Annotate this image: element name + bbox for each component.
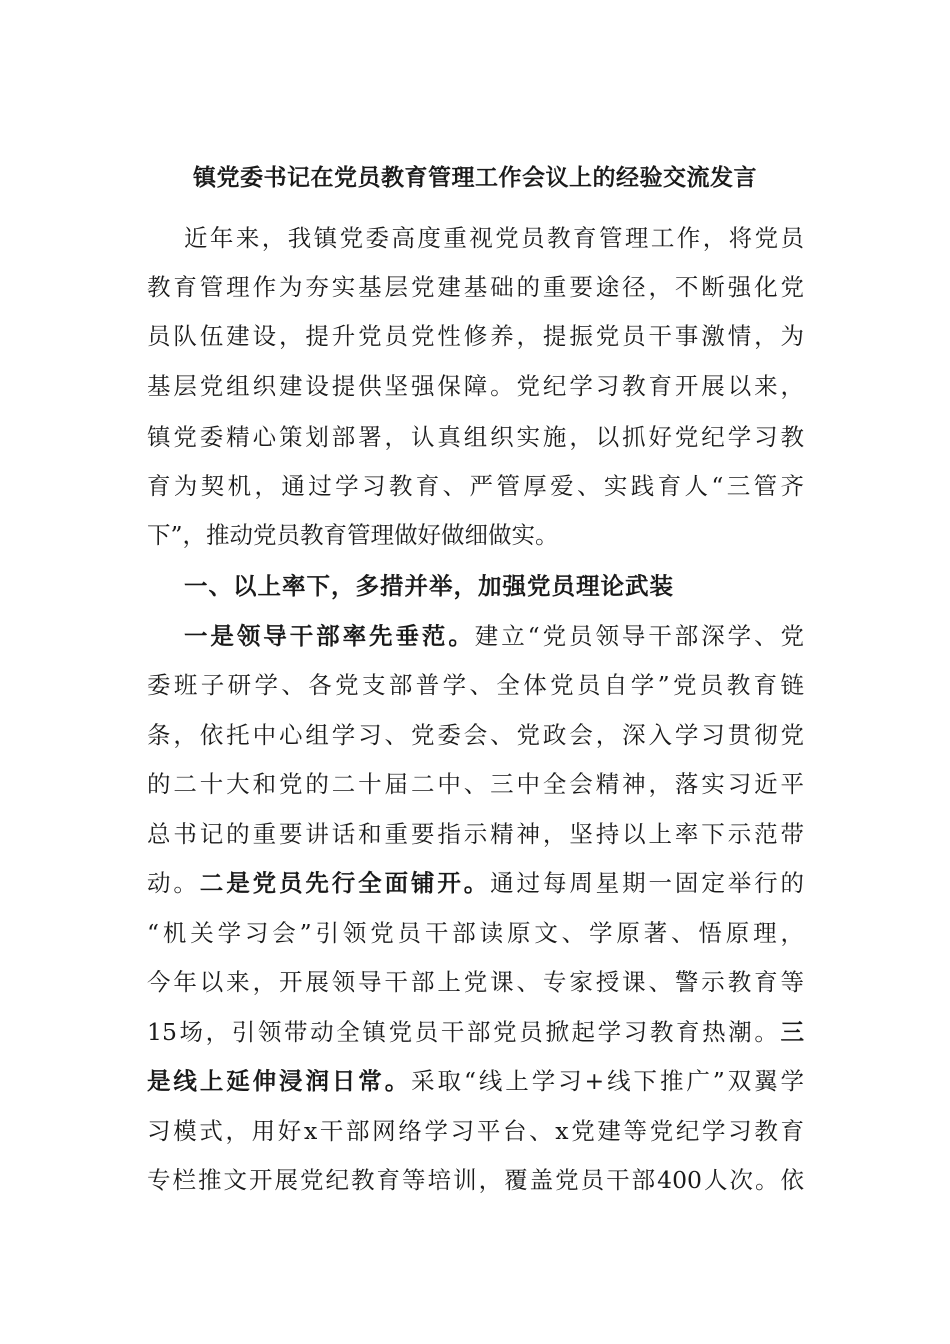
point-two-label: 二是党员先行全面铺开。 bbox=[199, 869, 491, 897]
body-line-10-text: 采取“线上学习+线下推广”双翼学 bbox=[411, 1067, 805, 1095]
body-line-6 bbox=[147, 859, 804, 907]
intro-line-6: 育为契机，通过学习教育、严管厚爱、实践育人“三管齐 bbox=[147, 472, 804, 500]
body-line-6-text: 通过每周星期一固定举行的 bbox=[490, 869, 805, 897]
intro-line-5: 镇党委精心策划部署，认真组织实施，以抓好党纪学习教 bbox=[147, 423, 804, 451]
intro-line-1: 近年来，我镇党委高度重视党员教育管理工作，将党员 bbox=[184, 224, 804, 252]
body-line-10 bbox=[147, 1057, 804, 1105]
body-line-6-start: 动。 bbox=[147, 869, 200, 897]
document-title: 镇党委书记在党员教育管理工作会议上的经验交流发言 bbox=[193, 164, 757, 191]
body-line-3: 条，依托中心组学习、党委会、党政会，深入学习贯彻党 bbox=[147, 721, 804, 749]
body-line-9 bbox=[147, 1008, 804, 1056]
intro-line-4: 基层党组织建设提供坚强保障。党纪学习教育开展以来， bbox=[147, 372, 804, 400]
point-three-label-start: 三 bbox=[780, 1018, 804, 1046]
body-line-8: 今年以来，开展领导干部上党课、专家授课、警示教育等 bbox=[147, 968, 804, 996]
body-line-4: 的二十大和党的二十届二中、三中全会精神，落实习近平 bbox=[147, 770, 804, 798]
body-line-5: 总书记的重要讲话和重要指示精神，坚持以上率下示范带 bbox=[147, 820, 804, 848]
body-line-1 bbox=[184, 612, 804, 660]
intro-line-3: 员队伍建设，提升党员党性修养，提振党员干事激情，为 bbox=[147, 322, 804, 350]
body-line-1-text: 建立“党员领导干部深学、党 bbox=[474, 622, 805, 650]
section-heading: 一、以上率下，多措并举，加强党员理论武装 bbox=[184, 572, 674, 600]
body-line-7: “机关学习会”引领党员干部读原文、学原著、悟原理， bbox=[147, 919, 804, 947]
body-line-12: 专栏推文开展党纪教育等培训，覆盖党员干部400人次。依 bbox=[147, 1166, 804, 1194]
body-line-2: 委班子研学、各党支部普学、全体党员自学”党员教育链 bbox=[147, 671, 804, 699]
intro-line-2: 教育管理作为夯实基层党建基础的重要途径，不断强化党 bbox=[147, 273, 804, 301]
point-three-label-end: 是线上延伸浸润日常。 bbox=[147, 1067, 412, 1095]
intro-line-7: 下”，推动党员教育管理做好做细做实。 bbox=[147, 521, 559, 549]
body-line-11: 习模式，用好x干部网络学习平台、x党建等党纪学习教育 bbox=[147, 1117, 804, 1145]
body-line-9-text: 15场，引领带动全镇党员干部党员掀起学习教育热潮。 bbox=[147, 1018, 781, 1046]
point-one-label: 一是领导干部率先垂范。 bbox=[184, 622, 475, 650]
